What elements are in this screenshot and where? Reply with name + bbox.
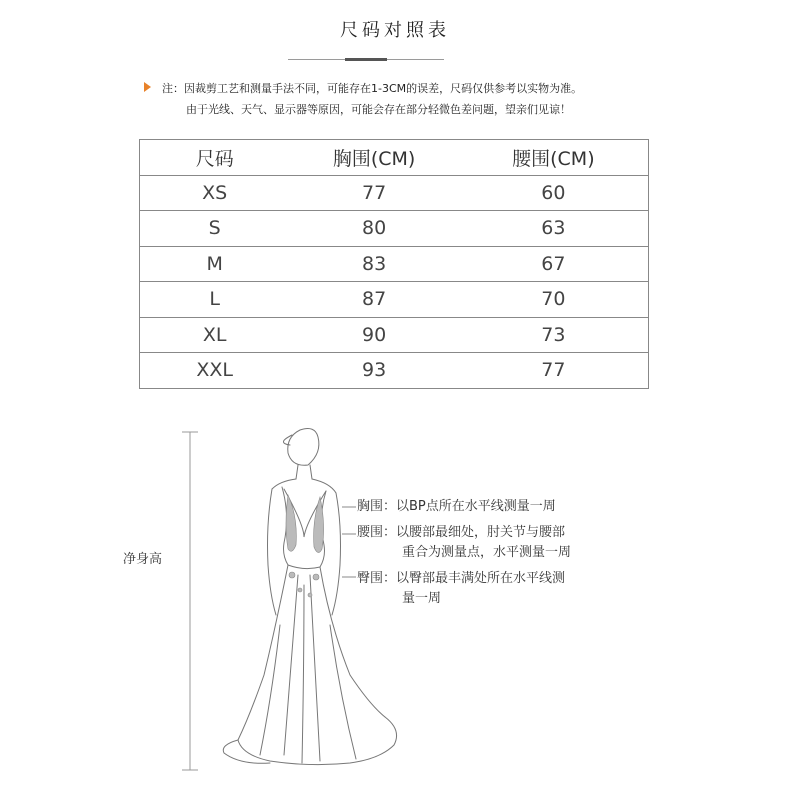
dress-sketch-illustration	[180, 425, 440, 770]
cell-waist: 67	[459, 246, 649, 282]
table-row	[140, 353, 649, 389]
cell-size: S	[140, 211, 290, 247]
header-size: 尺码	[140, 140, 290, 176]
cell-bust: 83	[289, 246, 458, 282]
header-bust: 胸围(CM)	[289, 140, 458, 176]
size-chart-table	[139, 139, 649, 389]
height-label: 净身高	[123, 552, 163, 567]
waist-measure-note-line-2: 重合为测量点，水平测量一周	[402, 545, 572, 560]
header-waist: 腰围(CM)	[459, 140, 649, 176]
cell-waist: 70	[459, 282, 649, 318]
table-row	[140, 246, 649, 282]
cell-size: L	[140, 282, 290, 318]
cell-waist: 73	[459, 317, 649, 353]
table-row	[140, 282, 649, 318]
note-line-2: 由于光线、天气、显示器等原因，可能会存在部分轻微色差问题，望亲们见谅！	[186, 103, 571, 116]
triangle-bullet-icon	[144, 82, 151, 92]
table-header-row	[140, 140, 649, 176]
cell-waist: 77	[459, 353, 649, 389]
cell-bust: 90	[289, 317, 458, 353]
cell-size: XL	[140, 317, 290, 353]
table-row	[140, 211, 649, 247]
cell-size: XS	[140, 175, 290, 211]
waist-measure-note-line-1: 腰围：以腰部最细处，肘关节与腰部	[357, 525, 566, 540]
hip-measure-note-line-1: 臀围：以臀部最丰满处所在水平线测	[357, 571, 566, 586]
title-divider-accent	[345, 58, 387, 61]
page-title: 尺码对照表	[340, 20, 450, 41]
cell-bust: 80	[289, 211, 458, 247]
table-row	[140, 317, 649, 353]
cell-size: XXL	[140, 353, 290, 389]
cell-bust: 77	[289, 175, 458, 211]
hip-measure-note-line-2: 量一周	[402, 591, 442, 606]
cell-bust: 93	[289, 353, 458, 389]
cell-bust: 87	[289, 282, 458, 318]
cell-size: M	[140, 246, 290, 282]
cell-waist: 63	[459, 211, 649, 247]
table-row	[140, 175, 649, 211]
cell-waist: 60	[459, 175, 649, 211]
size-note	[162, 78, 582, 120]
bust-measure-note: 胸围：以BP点所在水平线测量一周	[357, 499, 556, 514]
note-line-1: 注：因裁剪工艺和测量手法不同，可能存在1-3CM的误差，尺码仅供参考以实物为准。	[162, 82, 583, 95]
